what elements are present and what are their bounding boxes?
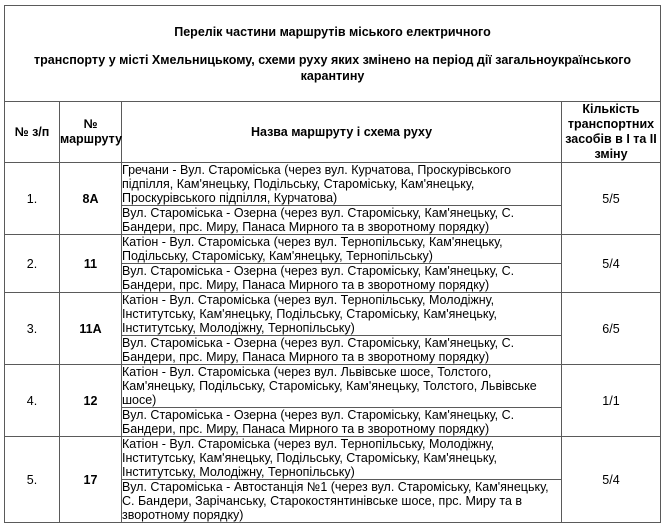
routes-table xyxy=(4,5,661,523)
route-scheme: Катіон - Вул. Староміська (через вул. Тернопільську, Кам'янецьку, Подільську, Староміську, Кам'янецьку, Тернопільську) xyxy=(122,235,562,264)
row-num: 5. xyxy=(5,437,60,523)
route-scheme: Вул. Староміська - Озерна (через вул. Староміську, Кам'янецьку, С. Бандери, прс. Миру, Панаса Мирного та в зворотному порядку) xyxy=(122,336,562,365)
route-scheme: Катіон - Вул. Староміська (через вул. Тернопільську, Молодіжну, Інститутську, Кам'янецьку, Подільську, Староміську, Кам'янецьку, Інститутську, Молодіжну, Тернопільську) xyxy=(122,293,562,336)
row-route: 12 xyxy=(60,365,122,437)
table-row xyxy=(5,163,661,206)
route-scheme: Вул. Староміська - Озерна (через вул. Староміську, Кам'янецьку, С. Бандери, прс. Миру, Панаса Мирного та в зворотному порядку) xyxy=(122,408,562,437)
route-scheme: Вул. Староміська - Озерна (через вул. Староміську, Кам'янецьку, С. Бандери, прс. Миру, Панаса Мирного та в зворотному порядку) xyxy=(122,264,562,293)
row-count: 5/5 xyxy=(562,163,661,235)
header-name: Назва маршруту і схема руху xyxy=(122,102,562,163)
row-route: 8А xyxy=(60,163,122,235)
row-num: 2. xyxy=(5,235,60,293)
table-row xyxy=(5,235,661,264)
header-row xyxy=(5,102,661,163)
row-count: 6/5 xyxy=(562,293,661,365)
row-count: 5/4 xyxy=(562,437,661,523)
row-route: 11А xyxy=(60,293,122,365)
route-scheme: Вул. Староміська - Озерна (через вул. Староміську, Кам'янецьку, С. Бандери, прс. Миру, Панаса Мирного та в зворотному порядку) xyxy=(122,206,562,235)
row-route: 11 xyxy=(60,235,122,293)
route-scheme: Гречани - Вул. Староміська (через вул. Курчатова, Проскурівського підпілля, Кам'янецьку, Подільську, Староміську, Кам'янецьку, Проскурівського підпілля, Курчатова) xyxy=(122,163,562,206)
title-row xyxy=(5,6,661,102)
route-scheme: Катіон - Вул. Староміська (через вул. Львівське шосе, Толстого, Кам'янецьку, Подільську, Староміську, Кам'янецьку, Толстого, Львівське шосе) xyxy=(122,365,562,408)
route-scheme: Вул. Староміська - Автостанція №1 (через вул. Староміську, Кам'янецьку, С. Бандери, Зарічанську, Старокостянтинівське шосе, прс. Миру та в зворотному порядку) xyxy=(122,480,562,523)
row-num: 3. xyxy=(5,293,60,365)
title-line-1: Перелік частини маршрутів міського електричного xyxy=(174,24,491,39)
row-num: 1. xyxy=(5,163,60,235)
header-route: № маршруту xyxy=(60,102,122,163)
header-num: № з/п xyxy=(5,102,60,163)
row-num: 4. xyxy=(5,365,60,437)
table-title xyxy=(5,6,661,102)
table-row xyxy=(5,293,661,336)
row-count: 5/4 xyxy=(562,235,661,293)
route-scheme: Катіон - Вул. Староміська (через вул. Тернопільську, Молодіжну, Інститутську, Кам'янецьку, Подільську, Староміську, Кам'янецьку, Інститутську, Молодіжну, Тернопільську) xyxy=(122,437,562,480)
row-route: 17 xyxy=(60,437,122,523)
title-line-2: транспорту у місті Хмельницькому, схеми руху яких змінено на період дії загальноукраїнського карантину xyxy=(34,52,631,83)
header-count: Кількість транспортних засобів в І та ІІ зміну xyxy=(562,102,661,163)
row-count: 1/1 xyxy=(562,365,661,437)
table-row xyxy=(5,365,661,408)
table-row xyxy=(5,437,661,480)
